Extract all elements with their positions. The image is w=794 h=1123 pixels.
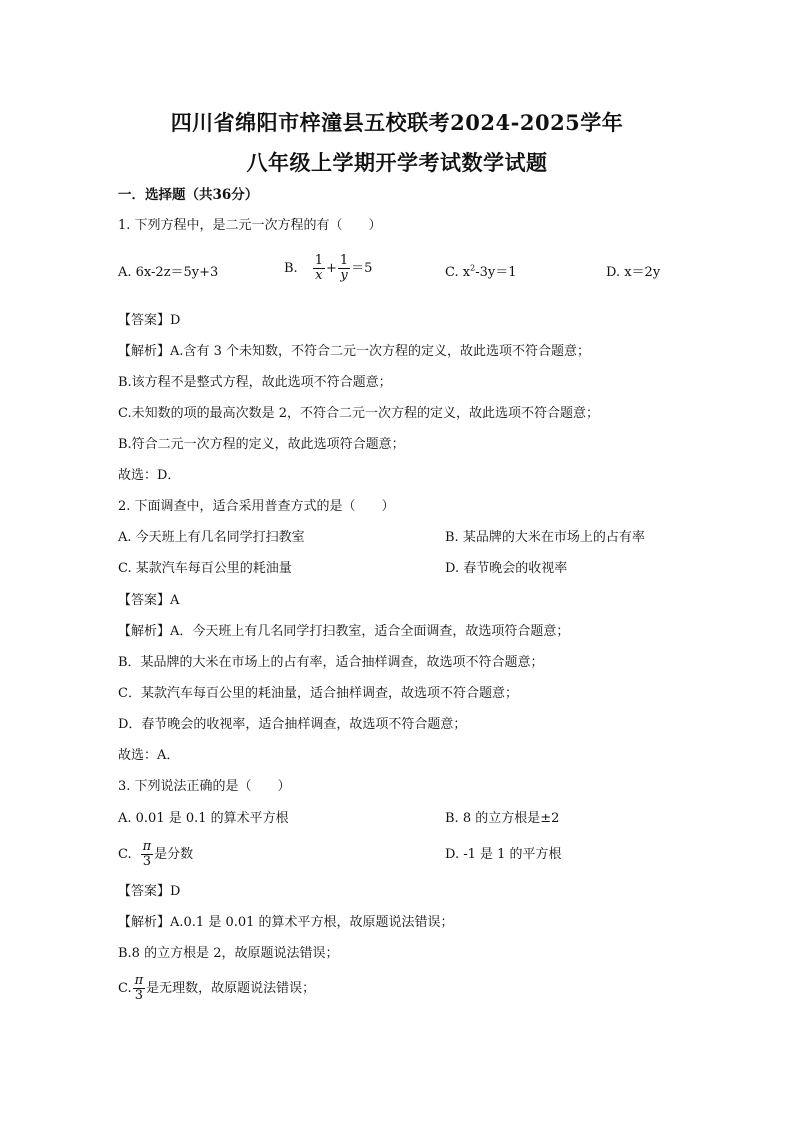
q3-option-c (118, 840, 193, 869)
fraction-numerator: π (134, 973, 144, 988)
fraction-denominator: x (315, 268, 323, 283)
q2-option-b: B. 某品牌的大米在市场上的占有率 (445, 530, 645, 545)
fraction-numerator: π (142, 839, 152, 854)
fraction-denominator: y (340, 268, 348, 283)
q2-option-d: D. 春节晚会的收视率 (445, 561, 568, 576)
q1-stem: 1. 下列方程中，是二元一次方程的有（ ） (118, 218, 382, 233)
section-heading: 一．选择题（共36分） (118, 187, 259, 203)
q3-explanation-3 (118, 974, 315, 1003)
equals-value: ＝5 (351, 260, 373, 276)
plus-sign: + (325, 260, 337, 276)
q3-explanation-2: B.8 的立方根是 2，故原题说法错误； (118, 946, 339, 961)
q3-option-d: D. -1 是 1 的平方根 (445, 847, 562, 862)
q1-option-b-fraction-2 (338, 254, 350, 283)
q1-option-a: A. 6x-2z＝5y+3 (118, 265, 219, 280)
q1-option-c-rest: -3y＝1 (475, 265, 517, 280)
q1-explanation-1: 【解析】A.含有 3 个未知数，不符合二元一次方程的定义，故此选项不符合题意； (118, 344, 591, 359)
q2-explanation-1: 【解析】A．今天班上有几名同学打扫教室，适合全面调查，故选项符合题意； (118, 624, 570, 639)
fraction-numerator: 1 (314, 253, 323, 268)
exponent: 2 (470, 263, 476, 273)
q1-option-b-fraction-1 (313, 254, 325, 283)
title-line-1: 四川省绵阳市梓潼县五校联考2024-2025学年 (170, 110, 624, 135)
q2-option-a: A. 今天班上有几名同学打扫教室 (118, 530, 305, 545)
q2-explanation-2: B．某品牌的大米在市场上的占有率，适合抽样调查，故选项不符合题意； (118, 655, 544, 670)
q1-option-c (445, 264, 516, 282)
q1-option-b (284, 254, 372, 283)
q3-answer: 【答案】D (118, 884, 181, 899)
q3-option-b: B. 8 的立方根是±2 (445, 811, 560, 826)
q3-option-c-fraction (141, 840, 154, 869)
q2-explanation-3: C．某款汽车每百公里的耗油量，适合抽样调查，故选项不符合题意； (118, 686, 518, 701)
q2-explanation-4: D．春节晚会的收视率，适合抽样调查，故选项不符合题意； (118, 717, 467, 732)
fraction-numerator: 1 (339, 253, 349, 268)
q1-option-b-label: B. (284, 260, 298, 276)
q1-explanation-3: C.未知数的项的最高次数是 2，不符合二元一次方程的定义，故此选项不符合题意； (118, 406, 600, 421)
q3-explanation-3-label: C. (118, 980, 132, 996)
q3-explanation-3-fraction (133, 974, 146, 1003)
q3-option-c-label: C. (118, 846, 132, 862)
q1-explanation-2: B.该方程不是整式方程，故此选项不符合题意； (118, 375, 392, 390)
q2-conclusion: 故选：A． (118, 748, 180, 763)
q2-stem: 2. 下面调查中，适合采用普查方式的是（ ） (118, 499, 395, 514)
q2-option-c: C. 某款汽车每百公里的耗油量 (118, 561, 292, 576)
q3-explanation-3-text: 是无理数，故原题说法错误； (146, 980, 316, 996)
title-line-2: 八年级上学期开学考试数学试题 (246, 150, 548, 175)
fraction-denominator: 3 (142, 854, 152, 869)
q1-option-d: D. x＝2y (606, 265, 661, 280)
q3-option-a: A. 0.01 是 0.1 的算术平方根 (118, 811, 289, 826)
q2-answer: 【答案】A (118, 593, 180, 608)
q1-answer: 【答案】D (118, 313, 181, 328)
q3-stem: 3. 下列说法正确的是（ ） (118, 779, 291, 794)
q1-explanation-4: B.符合二元一次方程的定义，故此选项符合题意； (118, 437, 405, 452)
q1-option-c-text: C. x (445, 265, 471, 280)
q1-conclusion: 故选：D． (118, 468, 181, 483)
fraction-denominator: 3 (134, 988, 144, 1003)
q3-explanation-1: 【解析】A.0.1 是 0.01 的算术平方根，故原题说法错误； (118, 915, 454, 930)
q3-option-c-text: 是分数 (154, 846, 194, 862)
